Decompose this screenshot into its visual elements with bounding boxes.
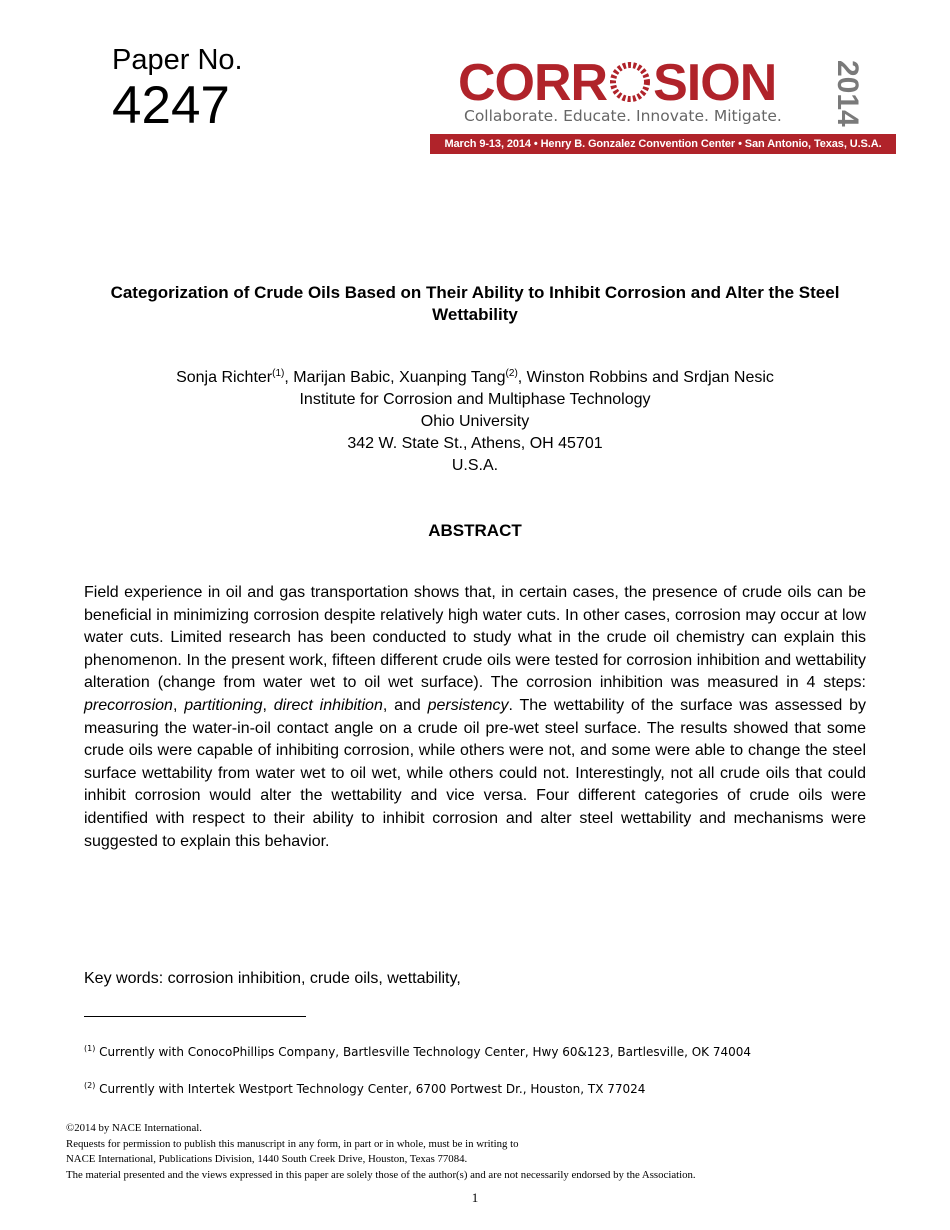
abstract-text: , and — [382, 696, 428, 714]
author-name: Sonja Richter — [176, 369, 273, 386]
abstract-step: direct inhibition — [273, 696, 383, 714]
logo-wordmark — [458, 56, 776, 110]
copyright-line: NACE International, Publications Division, 1440 South Creek Drive, Houston, Texas 77084. — [66, 1153, 468, 1165]
copyright-notice — [66, 1121, 696, 1183]
abstract-body — [84, 582, 866, 853]
footnote-text: Currently with Intertek Westport Technology Center, 6700 Portwest Dr., Houston, TX 77024 — [95, 1082, 646, 1096]
footnote-2 — [84, 1081, 645, 1097]
abstract-text: , — [172, 696, 185, 714]
footnote-divider — [84, 1016, 306, 1017]
institute: Institute for Corrosion and Multiphase Technology — [299, 391, 651, 408]
footnote-marker: (1) — [272, 368, 285, 379]
abstract-step: partitioning — [184, 696, 263, 714]
abstract-text: Field experience in oil and gas transportation shows that, in certain cases, the presence of crude oils can be beneficial in minimizing corrosion despite relatively high water cuts. In other cases, corrosion may occur at low water cuts. Limited research has been conducted to study what in the crude oil chemistry can explain this phenomenon. In the present work, fifteen different crude oils were tested for corrosion inhibition and wettability alteration (change from water wet to oil wet surface). The corrosion inhibition was measured in 4 steps: — [84, 584, 866, 692]
logo-year — [830, 56, 890, 128]
paper-title: Categorization of Crude Oils Based on Their Ability to Inhibit Corrosion and Alter the Steel Wettability — [110, 283, 840, 324]
copyright-line: The material presented and the views expressed in this paper are solely those of the author(s) and are not necessarily endorsed by the Association. — [66, 1168, 696, 1181]
abstract-text: , — [262, 696, 274, 714]
address: 342 W. State St., Athens, OH 45701 — [347, 435, 603, 452]
conference-logo — [430, 56, 896, 154]
author-block — [84, 367, 866, 477]
event-info-bar: March 9-13, 2014 • Henry B. Gonzalez Convention Center • San Antonio, Texas, U.S.A. — [430, 134, 896, 154]
footnote-marker: (1) — [84, 1044, 96, 1053]
logo-ring-icon — [608, 60, 652, 104]
author-name: , Marijan Babic, Xuanping Tang — [284, 369, 506, 386]
copyright-line: ©2014 by NACE International. — [66, 1122, 202, 1134]
university: Ohio University — [420, 413, 530, 430]
abstract-heading: ABSTRACT — [428, 521, 522, 540]
copyright-line: Requests for permission to publish this manuscript in any form, in part or in whole, must be in writing to — [66, 1137, 519, 1150]
footnote-marker: (2) — [84, 1081, 96, 1090]
logo-tagline: Collaborate. Educate. Innovate. Mitigate. — [464, 107, 782, 125]
logo-word-right: SION — [653, 54, 777, 112]
footnote-text: Currently with ConocoPhillips Company, Bartlesville Technology Center, Hwy 60&123, Bartlesville, OK 74004 — [95, 1045, 752, 1059]
svg-text:2014: 2014 — [831, 60, 864, 127]
paper-number: 4247 — [112, 76, 230, 135]
country: U.S.A. — [451, 457, 499, 474]
abstract-text: . The wettability of the surface was assessed by measuring the water-in-oil contact angle on a crude oil pre-wet steel surface. The results showed that some crude oils were capable of inhibiting corrosion, while others were not, and some were able to change the steel surface wettability from water wet to oil wet, while others could not. Interestingly, not all crude oils that could inhibit corrosion would alter the wettability and vice versa. Four different categories of crude oils were identified with respect to their ability to inhibit corrosion and alter steel wettability and mechanisms were suggested to explain this behavior. — [84, 696, 867, 850]
paper-number-label: Paper No. — [112, 44, 243, 76]
page-number: 1 — [471, 1190, 479, 1205]
abstract-step: precorrosion — [84, 696, 173, 714]
author-name: , Winston Robbins and Srdjan Nesic — [517, 369, 774, 386]
abstract-step: persistency — [427, 696, 509, 714]
author-list — [84, 367, 866, 389]
footnote-marker: (2) — [505, 368, 518, 379]
logo-word-left: CORR — [458, 54, 608, 112]
footnote-1 — [84, 1044, 751, 1060]
keywords: Key words: corrosion inhibition, crude oils, wettability, — [84, 970, 461, 987]
